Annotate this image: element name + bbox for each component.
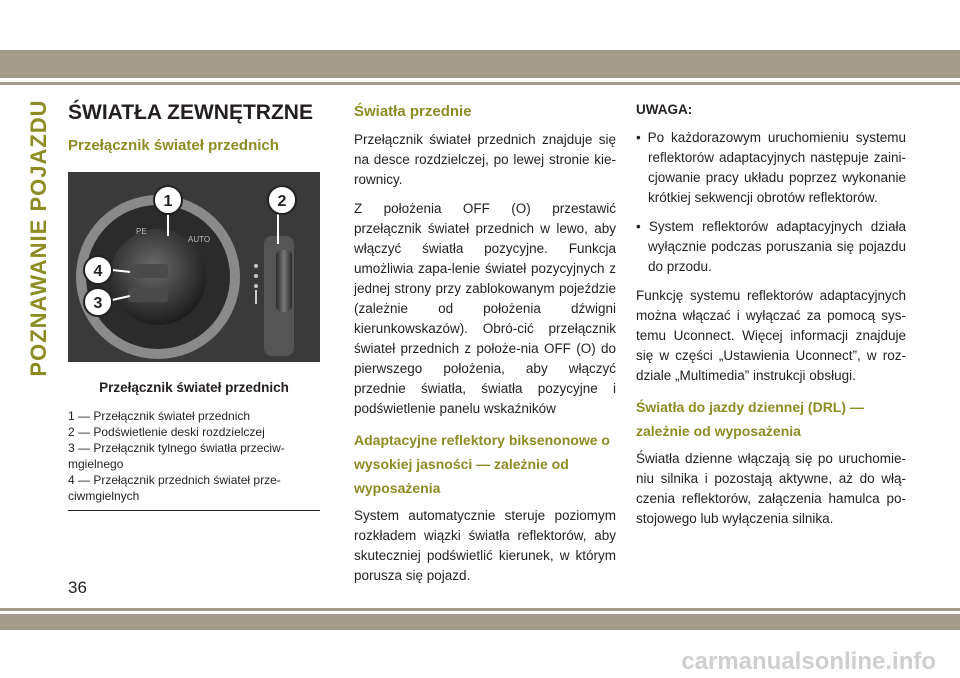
- headlight-switch-figure: [68, 172, 320, 362]
- page-number: 36: [68, 578, 87, 597]
- heading-drl: Światła do jazdy dziennej (DRL) — zależnie od wyposażenia: [636, 399, 864, 439]
- legend-item: 4 — Przełącznik przednich świateł prze-ciwmgielnych: [68, 473, 281, 503]
- side-tab: [24, 99, 54, 377]
- column-1: [68, 100, 320, 511]
- svg-text:3: 3: [93, 295, 103, 312]
- figure-legend: [68, 408, 320, 504]
- legend-item: 1 — Przełącznik świateł przednich: [68, 409, 251, 423]
- heading-adaptive: Adaptacyjne reflektory biksenonowe o wysokiej jasności — zależnie od wyposażenia: [354, 432, 610, 496]
- column-2: [354, 100, 616, 595]
- paragraph: Przełącznik świateł przednich znajduje się na desce rozdzielczej, po lewej stronie kie-rownicy.: [354, 132, 616, 187]
- svg-text:2: 2: [277, 193, 287, 210]
- paragraph: Z położenia OFF (O) przestawić przełącznik świateł przednich w lewo, aby włączyć światła pozycyjne. Funkcja umożliwia zapa-lenie świateł pozycyjnych z jednej strony przy zablokowanym pojeździe (zależnie od położenia dźwigni kierunkowskazów). Obró-cić przełącznik świateł przednich z położe-nia OFF (O) do pierwszego położenia, aby włączyć przednie światła, światła pozycyjne i podświetlenie panelu wskaźników: [354, 201, 616, 416]
- paragraph: Światła dzienne włączają się po uruchomie-niu silnika i pozostają aktywne, aż do włą-czenia reflektorów, załączenia hamulca po-stojowego lub wyłączenia silnika.: [636, 451, 906, 526]
- legend-item: 2 — Podświetlenie deski rozdzielczej: [68, 425, 265, 439]
- header-band: [0, 50, 960, 78]
- note-label: UWAGA:: [636, 102, 693, 117]
- svg-text:1: 1: [163, 193, 173, 210]
- legend-item: 3 — Przełącznik tylnego światła przeciw-mgielnego: [68, 441, 285, 471]
- watermark: carmanualsonline.info: [681, 648, 936, 675]
- svg-text:4: 4: [93, 263, 103, 280]
- svg-text:PE: PE: [136, 227, 147, 236]
- column-3: [636, 100, 906, 538]
- paragraph: Funkcję systemu reflektorów adaptacyjnych można włączać i wyłączać za pomocą sys-temu Uconnect. Więcej informacji znajduje się w części „Ustawienia Uconnect”, w roz-dziale „Multimedia” instrukcji obsługi.: [636, 288, 906, 383]
- footer-rule: [0, 608, 960, 611]
- legend-rule: [68, 510, 320, 511]
- side-tab-label: POZNAWANIE POJAZDU: [26, 99, 51, 377]
- svg-text:AUTO: AUTO: [188, 235, 211, 244]
- headlight-switch-illustration: [68, 172, 320, 362]
- bullet-item: • Po każdorazowym uruchomieniu systemu reflektorów adaptacyjnych następuje zaini-cjowanie pracy układu poprzez wykonanie krótkiej sekwencji obrotów reflektorów.: [636, 130, 906, 205]
- header-rule: [0, 82, 960, 85]
- heading-headlights: Światła przednie: [354, 103, 472, 120]
- fog-rear-icon: [128, 288, 168, 302]
- paragraph: System automatycznie steruje poziomym rozkładem wiązki światła reflektorów, aby skuteczniej podświetlić kierunek, w którym porusza się pojazd.: [354, 508, 616, 583]
- section-title: ŚWIATŁA ZEWNĘTRZNE: [68, 101, 313, 124]
- fog-front-icon: [128, 264, 168, 278]
- footer-band: [0, 614, 960, 630]
- dimmer-wheel: [276, 250, 292, 312]
- bullet-item: • System reflektorów adaptacyjnych działa wyłącznie podczas poruszania się pojazdu do przodu.: [636, 219, 906, 274]
- section-subtitle: Przełącznik świateł przednich: [68, 137, 279, 154]
- figure-caption: Przełącznik świateł przednich: [99, 380, 289, 395]
